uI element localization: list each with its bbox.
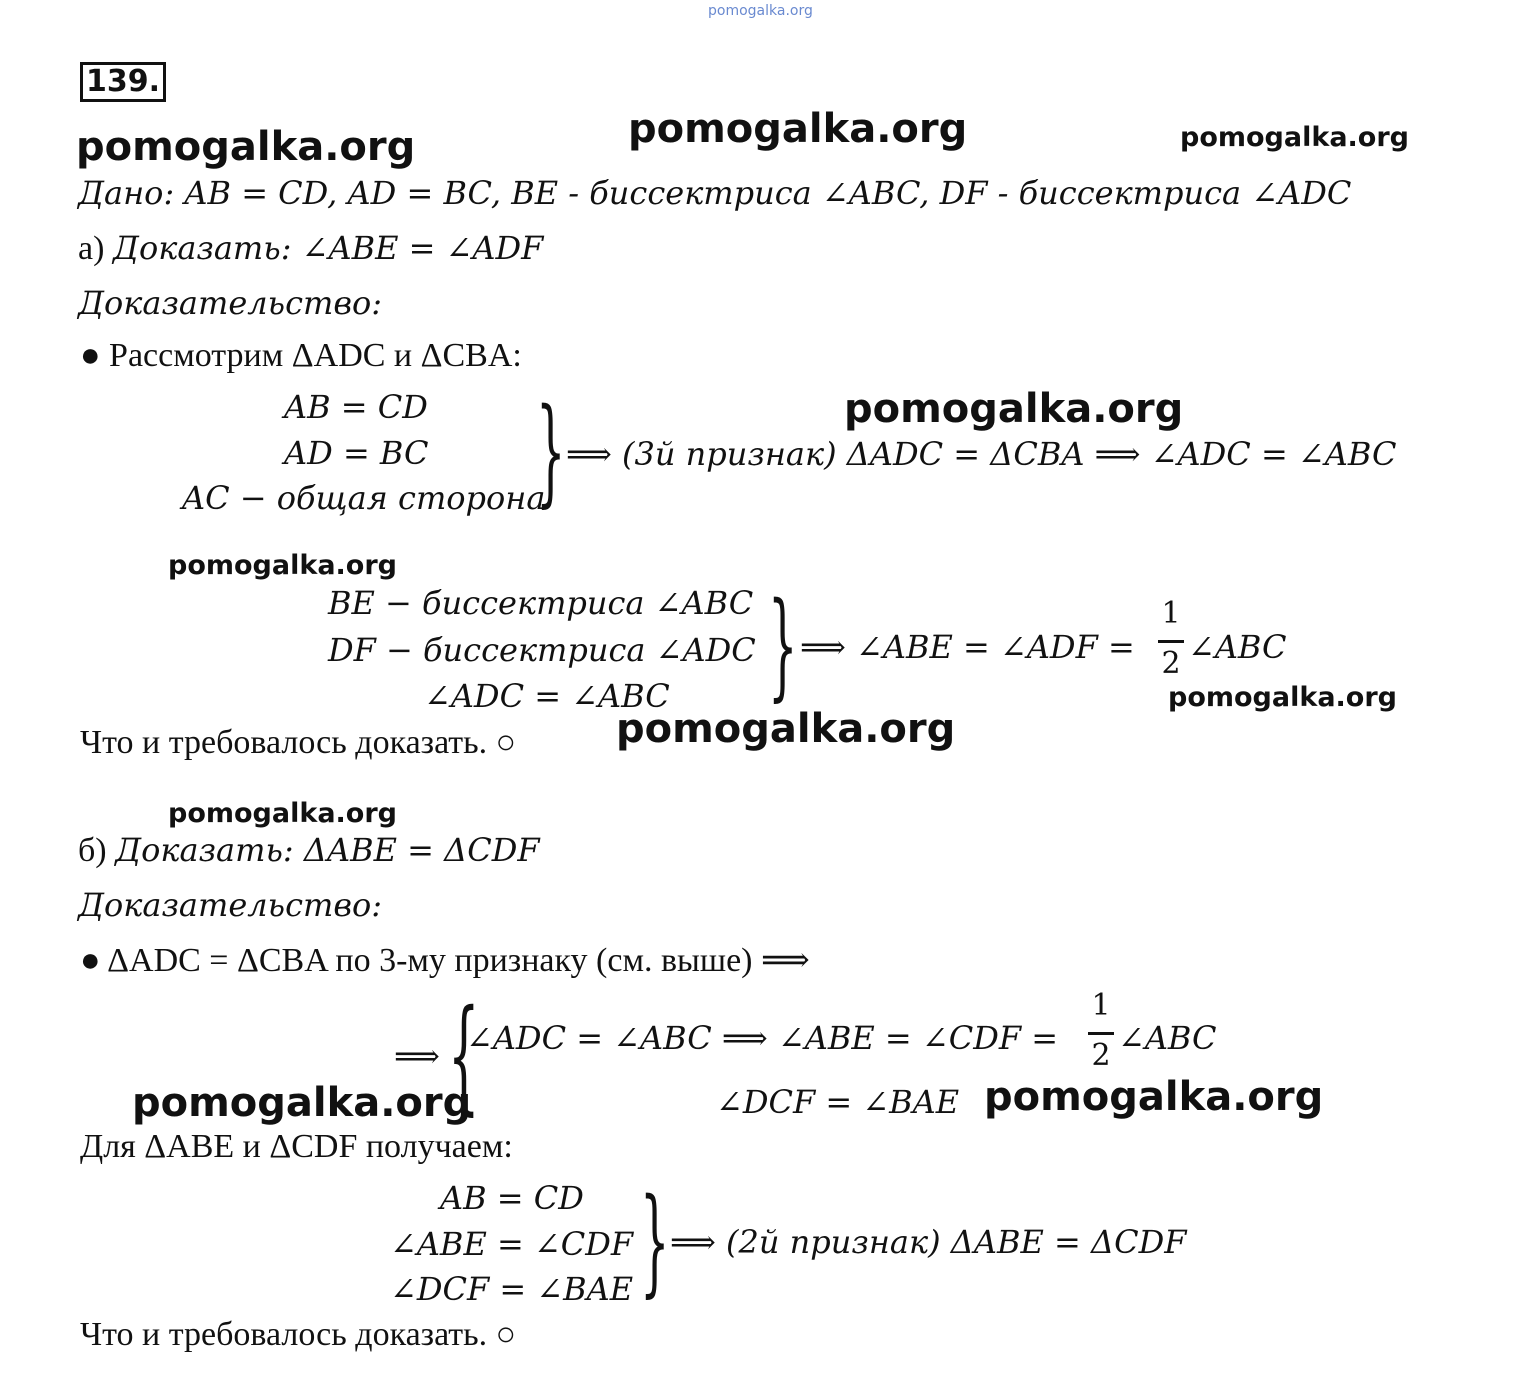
watermark: pomogalka.org [1180, 122, 1409, 153]
part-b-formula: : ΔABE = ΔCDF [282, 831, 540, 869]
right-brace-icon: } [640, 1174, 670, 1309]
watermark: pomogalka.org [984, 1074, 1324, 1120]
sys2-result-left: ⟹ ∠ABE = ∠ADF = [800, 628, 1135, 666]
part-b-prefix: б) [78, 832, 116, 869]
sys4-line: ∠DCF = ∠BAE [390, 1270, 634, 1308]
part-b-for-text: Для ΔABE и ΔCDF получаем: [80, 1128, 513, 1165]
sys2-line: BE − биссектриса ∠ABC [328, 584, 754, 622]
watermark: pomogalka.org [168, 550, 397, 581]
part-b-qed: Что и требовалось доказать. ○ [80, 1316, 517, 1353]
sys4-line: ∠ABE = ∠CDF [390, 1225, 634, 1263]
sys2-line: ∠ADC = ∠ABC [424, 677, 670, 715]
sys2-line: DF − биссектриса ∠ADC [328, 631, 756, 669]
right-brace-icon: } [768, 578, 798, 713]
proof-label: Доказательство [78, 284, 372, 322]
given-label: Дано [78, 174, 164, 212]
watermark: pomogalka.org [628, 106, 968, 152]
part-b-proof-heading: Доказательство: [78, 886, 383, 924]
part-b-statement [78, 831, 540, 870]
fraction-bar [1088, 1032, 1114, 1035]
part-b-label: Доказать [115, 831, 283, 869]
part-a-qed: Что и требовалось доказать. ○ [80, 724, 517, 761]
sys4-result: ⟹ (2й признак) ΔABE = ΔCDF [670, 1223, 1187, 1261]
sys1-line: AD = BC [284, 434, 429, 472]
watermark: pomogalka.org [76, 124, 416, 170]
sys3-line1-right: ∠ABC [1118, 1019, 1217, 1057]
fraction-bar [1158, 640, 1184, 643]
frac-denominator: 2 [1161, 646, 1181, 681]
sys1-line: AB = CD [284, 388, 428, 426]
left-brace-icon: { [448, 984, 480, 1128]
sys2-result-right: ∠ABC [1188, 628, 1287, 666]
problem-number: 139. [80, 62, 166, 102]
watermark: pomogalka.org [616, 706, 956, 752]
part-a-proof-heading: Доказательство: [78, 284, 383, 322]
proof-label: Доказательство [78, 886, 372, 924]
watermark: pomogalka.org [168, 798, 397, 829]
part-a-prefix: а) [78, 230, 113, 267]
watermark: pomogalka.org [1168, 682, 1397, 713]
frac-numerator: 1 [1161, 596, 1181, 631]
part-a-label: Доказать [112, 229, 281, 267]
part-a-bullet: ● Рассмотрим ΔADC и ΔCBA: [80, 337, 522, 374]
part-a-formula: : ∠ABE = ∠ADF [280, 229, 544, 267]
frac-numerator: 1 [1091, 988, 1111, 1023]
right-brace-icon: } [536, 384, 566, 519]
sys4-line: AB = CD [440, 1179, 584, 1217]
watermark-top: pomogalka.org [708, 3, 813, 19]
part-a-statement [78, 229, 543, 268]
sys3-line2: ∠DCF = ∠BAE [716, 1083, 960, 1121]
watermark: pomogalka.org [844, 386, 1184, 432]
sys3-arrow: ⟹ [394, 1037, 440, 1075]
sys1-result: ⟹ (3й признак) ΔADC = ΔCBA ⟹ ∠ADC = ∠ABC [566, 435, 1397, 473]
sys1-line: AC − общая сторона [182, 479, 546, 517]
part-b-bullet: ● ΔADC = ΔCBA по 3-му признаку (см. выше) ⟹ [80, 942, 810, 979]
watermark: pomogalka.org [132, 1080, 472, 1126]
given-text: : AB = CD, AD = BC, BE - биссектриса ∠ABC, DF - биссектриса ∠ADC [163, 174, 1352, 212]
frac-denominator: 2 [1091, 1038, 1111, 1073]
sys3-line1-left: ∠ADC = ∠ABC ⟹ ∠ABE = ∠CDF = [466, 1019, 1059, 1057]
given-line [78, 174, 1351, 212]
